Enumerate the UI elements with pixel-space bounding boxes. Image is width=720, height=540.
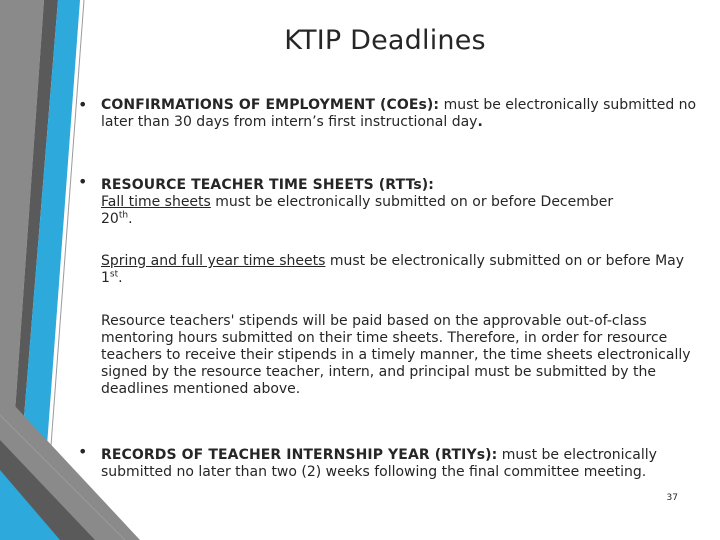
- rtts-heading: RESOURCE TEACHER TIME SHEETS (RTTs):: [101, 177, 434, 193]
- bullet-coes: [101, 97, 701, 131]
- coes-end-punct: .: [477, 114, 483, 130]
- bullet-marker: •: [78, 172, 88, 191]
- rtts-stipend-note: Resource teachers' stipends will be paid based on the approvable out-of-class mentoring hours submitted on their time sheets. Therefore, in order for resource teachers to receive their stipends in a timely manner, the time sheets electronically signed by the resource teacher, intern, and principal must be submitted by the deadlines mentioned above.: [101, 313, 691, 397]
- rtts-spring: [101, 253, 701, 287]
- coes-text: must be electronically submitted no later than 30 days from intern’s first instructional day: [101, 97, 697, 130]
- bullet-marker: •: [78, 95, 88, 114]
- rtiys-heading: RECORDS OF TEACHER INTERNSHIP YEAR (RTIYs):: [101, 447, 498, 463]
- fall-sup: th: [118, 210, 129, 221]
- rtts-fall: [101, 194, 621, 228]
- fall-time-sheets-link: Fall time sheets: [101, 194, 211, 210]
- page-number: 37: [666, 493, 678, 503]
- bullet-rtiys: [101, 447, 686, 481]
- spring-time-sheets-link: Spring and full year time sheets: [101, 253, 326, 269]
- fall-text: must be electronically submitted on or before December 20: [101, 194, 614, 227]
- rtiys-text: must be electronically submitted no later than two (2) weeks following the final committee meeting.: [101, 447, 657, 480]
- spring-end: .: [118, 270, 123, 286]
- slide-title: KTIP Deadlines: [284, 25, 486, 56]
- bullet-marker: •: [78, 442, 88, 461]
- spring-sup: st: [109, 269, 119, 280]
- coes-heading: CONFIRMATIONS OF EMPLOYMENT (COEs):: [101, 97, 440, 113]
- bullet-rtts: [101, 177, 701, 228]
- spring-text: must be electronically submitted on or before May 1: [101, 253, 685, 286]
- fall-end: .: [128, 211, 133, 227]
